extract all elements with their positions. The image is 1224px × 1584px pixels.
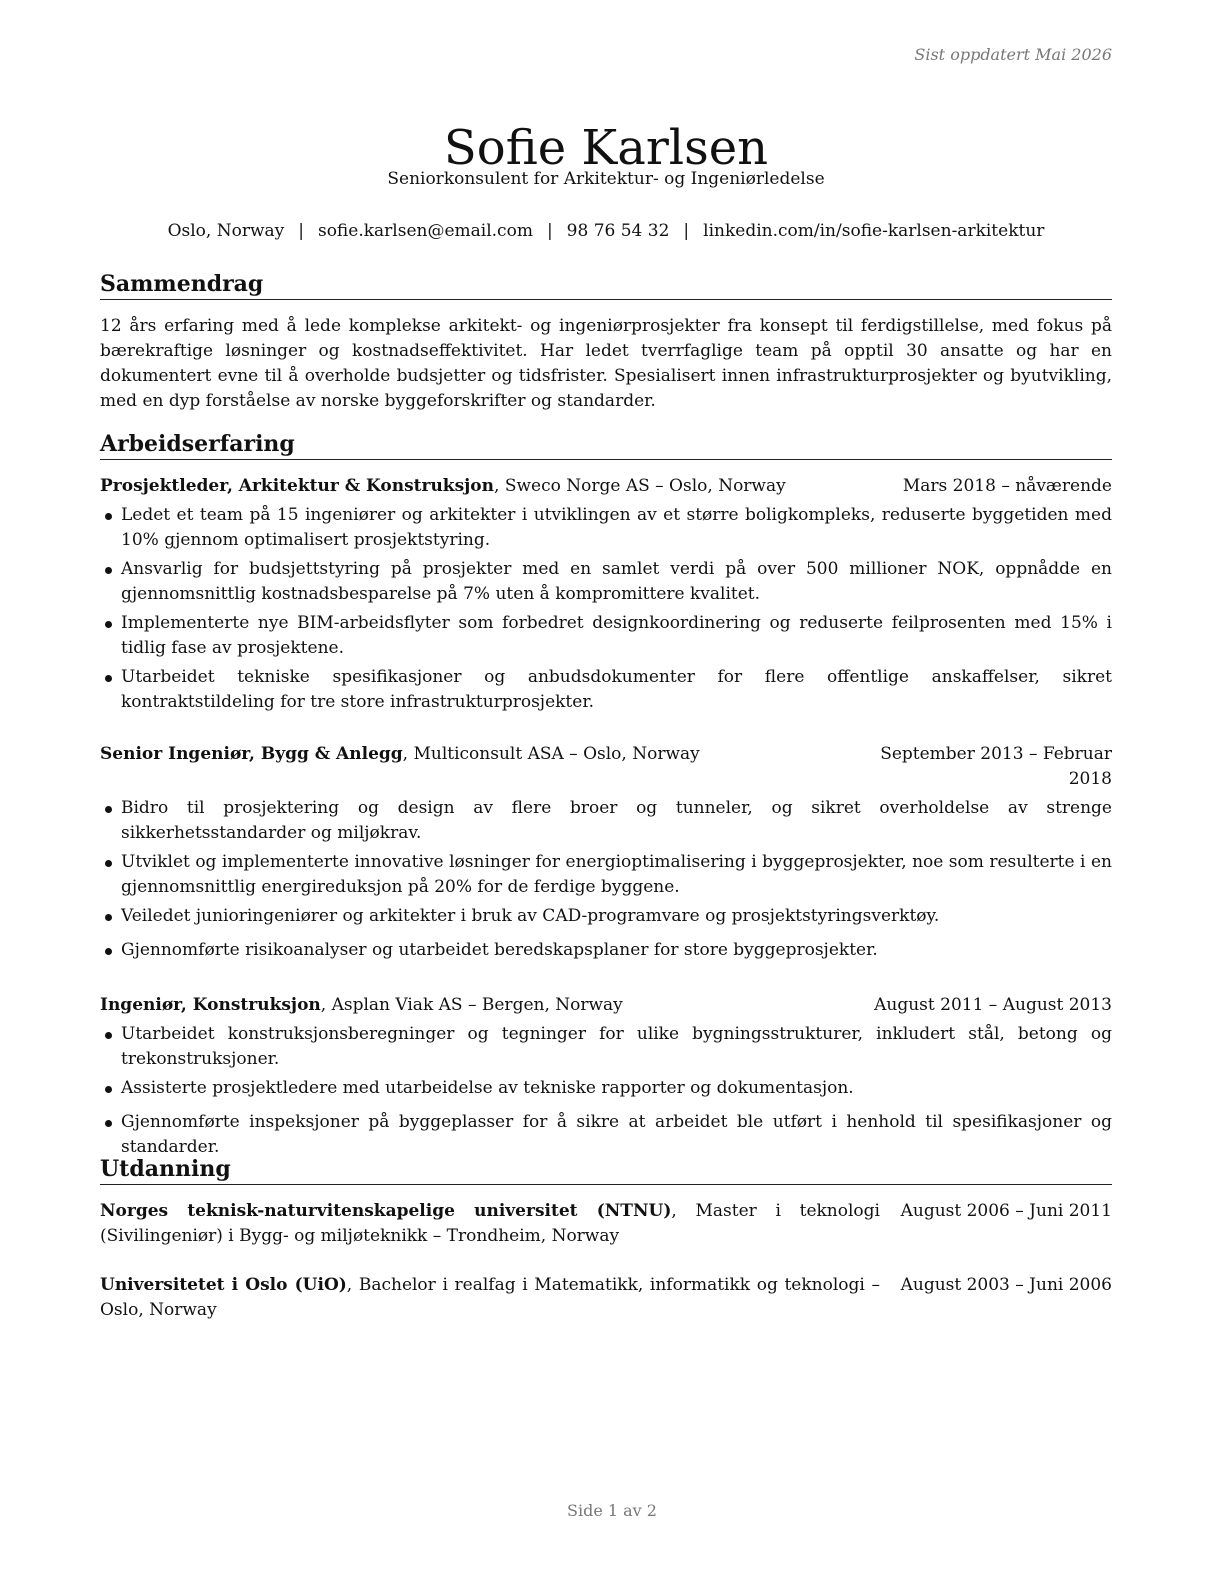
list-item: Assisterte prosjektledere med utarbeidelse av tekniske rapporter og dokumentasjon. <box>100 1076 1112 1101</box>
job-employer: , Sweco Norge AS – Oslo, Norway <box>494 476 786 496</box>
contact-phone: 98 76 54 32 <box>566 221 670 241</box>
job-header <box>100 474 1112 499</box>
section-title-experience: Arbeidserfaring <box>100 430 1112 460</box>
job-employer: , Multiconsult ASA – Oslo, Norway <box>402 744 700 764</box>
list-item: Gjennomførte inspeksjoner på byggeplasser for å sikre at arbeidet ble utført i henhold til spesifikasjoner og standarder. <box>100 1110 1112 1160</box>
list-item: Ansvarlig for budsjettstyring på prosjekter med en samlet verdi på over 500 millioner NOK, oppnådde en gjennomsnittlig kostnadsbesparelse på 7% uten å kompromittere kvalitet. <box>100 557 1112 607</box>
contact-separator: | <box>683 221 690 241</box>
job-bullets <box>100 503 1112 715</box>
education-degree: , Master i teknologi (Sivilingeniør) i Bygg- og miljøteknikk – Trondheim, Norway <box>100 1201 880 1246</box>
job-dates: Mars 2018 – nåværende <box>902 476 1112 496</box>
list-item: Utarbeidet tekniske spesifikasjoner og anbudsdokumenter for flere offentlige anskaffelser, sikret kontraktstildeling for tre store infrastrukturprosjekter. <box>100 665 1112 715</box>
contact-email[interactable]: sofie.karlsen@email.com <box>317 221 533 241</box>
job-entry <box>100 474 1112 715</box>
list-item: Gjennomførte risikoanalyser og utarbeidet beredskapsplaner for store byggeprosjekter. <box>100 938 1112 963</box>
list-item: Ledet et team på 15 ingeniører og arkitekter i utviklingen av et større boligkompleks, reduserte byggetiden med 10% gjennom optimalisert prosjektstyring. <box>100 503 1112 553</box>
contact-line <box>100 219 1112 243</box>
education-entry <box>100 1199 1112 1249</box>
education-entry <box>100 1273 1112 1323</box>
education-dates: August 2006 – Juni 2011 <box>900 1201 1112 1221</box>
page-number: Side 1 av 2 <box>567 1501 657 1520</box>
job-header <box>100 993 1112 1018</box>
candidate-name: Sofie Karlsen <box>443 120 769 177</box>
summary-text: 12 års erfaring med å lede komplekse arkitekt- og ingeniørprosjekter fra konsept til ferdigstillelse, med fokus på bærekraftige løsninger og kostnadseffektivitet. Har ledet tverrfaglige team på opptil 30 ansatte og har en dokumentert evne til å overholde budsjetter og tidsfrister. Spesialisert innen infrastrukturprosjekter og byutvikling, med en dyp forståelse av norske byggeforskrifter og standarder. <box>100 316 1112 411</box>
list-item: Utviklet og implementerte innovative løsninger for energioptimalisering i byggeprosjekter, noe som resulterte i en gjennomsnittlig energireduksjon på 20% for de ferdige byggene. <box>100 850 1112 900</box>
contact-separator: | <box>546 221 553 241</box>
section-title-education: Utdanning <box>100 1155 1112 1185</box>
education-degree: , Bachelor i realfag i Matematikk, informatikk og teknologi – Oslo, Norway <box>100 1275 880 1320</box>
job-dates: September 2013 – Februar 2018 <box>880 744 1112 789</box>
job-header <box>100 742 1112 789</box>
contact-linkedin[interactable]: linkedin.com/in/sofie-karlsen-arkitektur <box>703 221 1045 241</box>
job-bullets <box>100 1022 1112 1160</box>
list-item: Bidro til prosjektering og design av flere broer og tunneler, og sikret overholdelse av strenge sikkerhetsstandarder og miljøkrav. <box>100 796 1112 846</box>
job-entry <box>100 742 1112 963</box>
job-employer: , Asplan Viak AS – Bergen, Norway <box>320 995 623 1015</box>
candidate-title: Seniorkonsulent for Arkitektur- og Ingeniørledelse <box>387 169 825 189</box>
job-role: Ingeniør, Konstruksjon <box>100 995 321 1015</box>
job-dates: August 2011 – August 2013 <box>874 995 1112 1015</box>
education-school: Universitetet i Oslo (UiO) <box>100 1275 347 1295</box>
contact-separator: | <box>298 221 304 241</box>
section-title-summary: Sammendrag <box>100 270 1112 300</box>
list-item: Veiledet junioringeniører og arkitekter i bruk av CAD-programvare og prosjektstyringsverktøy. <box>100 904 1112 929</box>
job-role: Prosjektleder, Arkitektur & Konstruksjon <box>100 476 495 496</box>
job-bullets <box>100 796 1112 963</box>
job-role: Senior Ingeniør, Bygg & Anlegg <box>100 744 403 764</box>
list-item: Implementerte nye BIM-arbeidsflyter som forbedret designkoordinering og reduserte feilprosenten med 15% i tidlig fase av prosjektene. <box>100 611 1112 661</box>
contact-location: Oslo, Norway <box>167 221 285 241</box>
education-dates: August 2003 – Juni 2006 <box>900 1275 1112 1295</box>
education-school: Norges teknisk-naturvitenskapelige universitet (NTNU) <box>100 1201 672 1221</box>
last-updated: Sist oppdatert Mai 2026 <box>914 45 1112 64</box>
list-item: Utarbeidet konstruksjonsberegninger og tegninger for ulike bygningsstrukturer, inkludert stål, betong og trekonstruksjoner. <box>100 1022 1112 1072</box>
job-entry <box>100 993 1112 1160</box>
